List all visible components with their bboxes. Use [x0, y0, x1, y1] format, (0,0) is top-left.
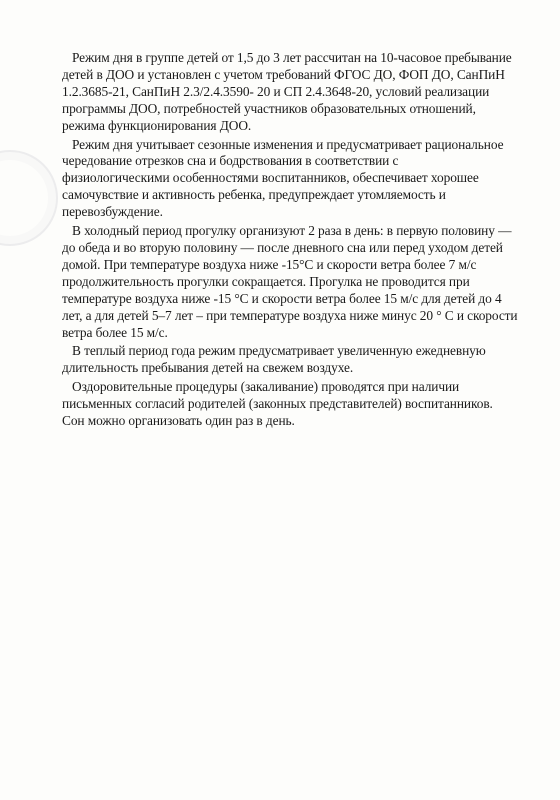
text-line: ветра более 15 м/с. [62, 324, 168, 340]
paragraph-seasonal-changes [62, 137, 520, 222]
text-line: до обеда и во вторую половину — после дневного сна или перед уходом детей [62, 239, 503, 255]
text-line: письменных согласий родителей (законных представителей) воспитанников. [62, 396, 493, 412]
text-line: продолжительность прогулки сокращается. Прогулка не проводится при [62, 273, 470, 289]
text-line: чередование отрезков сна и бодрствования в соответствии с [62, 153, 399, 169]
document-body [62, 50, 520, 432]
text-line: длительность пребывания детей на свежем воздухе. [62, 360, 354, 376]
text-line: В теплый период года режим предусматривает увеличенную ежедневную [72, 343, 486, 359]
paragraph-health-procedures [62, 379, 520, 430]
text-line: лет, а для детей 5–7 лет – при температуре воздуха ниже минус 20 ° С и скорости [62, 307, 518, 323]
text-line: Режим дня учитывает сезонные изменения и предусматривает рациональное [72, 136, 504, 152]
text-line: перевозбуждение. [62, 204, 163, 220]
paragraph-cold-period [62, 223, 520, 341]
text-line: В холодный период прогулку организуют 2 раза в день: в первую половину — [72, 223, 512, 239]
text-line: Сон можно организовать один раз в день. [62, 413, 295, 429]
text-line: самочувствие и активность ребенка, предупреждает утомляемость и [62, 187, 446, 203]
stamp-remnant [0, 150, 58, 246]
text-line: температуре воздуха ниже -15 °С и скорости ветра более 15 м/с для детей до 4 [62, 290, 502, 306]
paragraph-warm-period [62, 343, 520, 377]
text-line: режима функционирования ДОО. [62, 117, 252, 133]
text-line: детей в ДОО и установлен с учетом требований ФГОС ДО, ФОП ДО, СанПиН [62, 66, 505, 82]
text-line: 1.2.3685-21, СанПиН 2.3/2.4.3590- 20 и СП 2.4.3648-20, условий реализации [62, 83, 490, 99]
text-line: домой. При температуре воздуха ниже -15°С и скорости ветра более 7 м/с [62, 256, 477, 272]
text-line: Оздоровительные процедуры (закаливание) проводятся при наличии [72, 379, 460, 395]
paragraph-daily-regime [62, 50, 520, 135]
text-line: Режим дня в группе детей от 1,5 до 3 лет рассчитан на 10-часовое пребывание [72, 50, 512, 65]
text-line: программы ДОО, потребностей участников образовательных отношений, [62, 100, 476, 116]
text-line: физиологическими особенностями воспитанников, обеспечивает хорошее [62, 170, 479, 186]
